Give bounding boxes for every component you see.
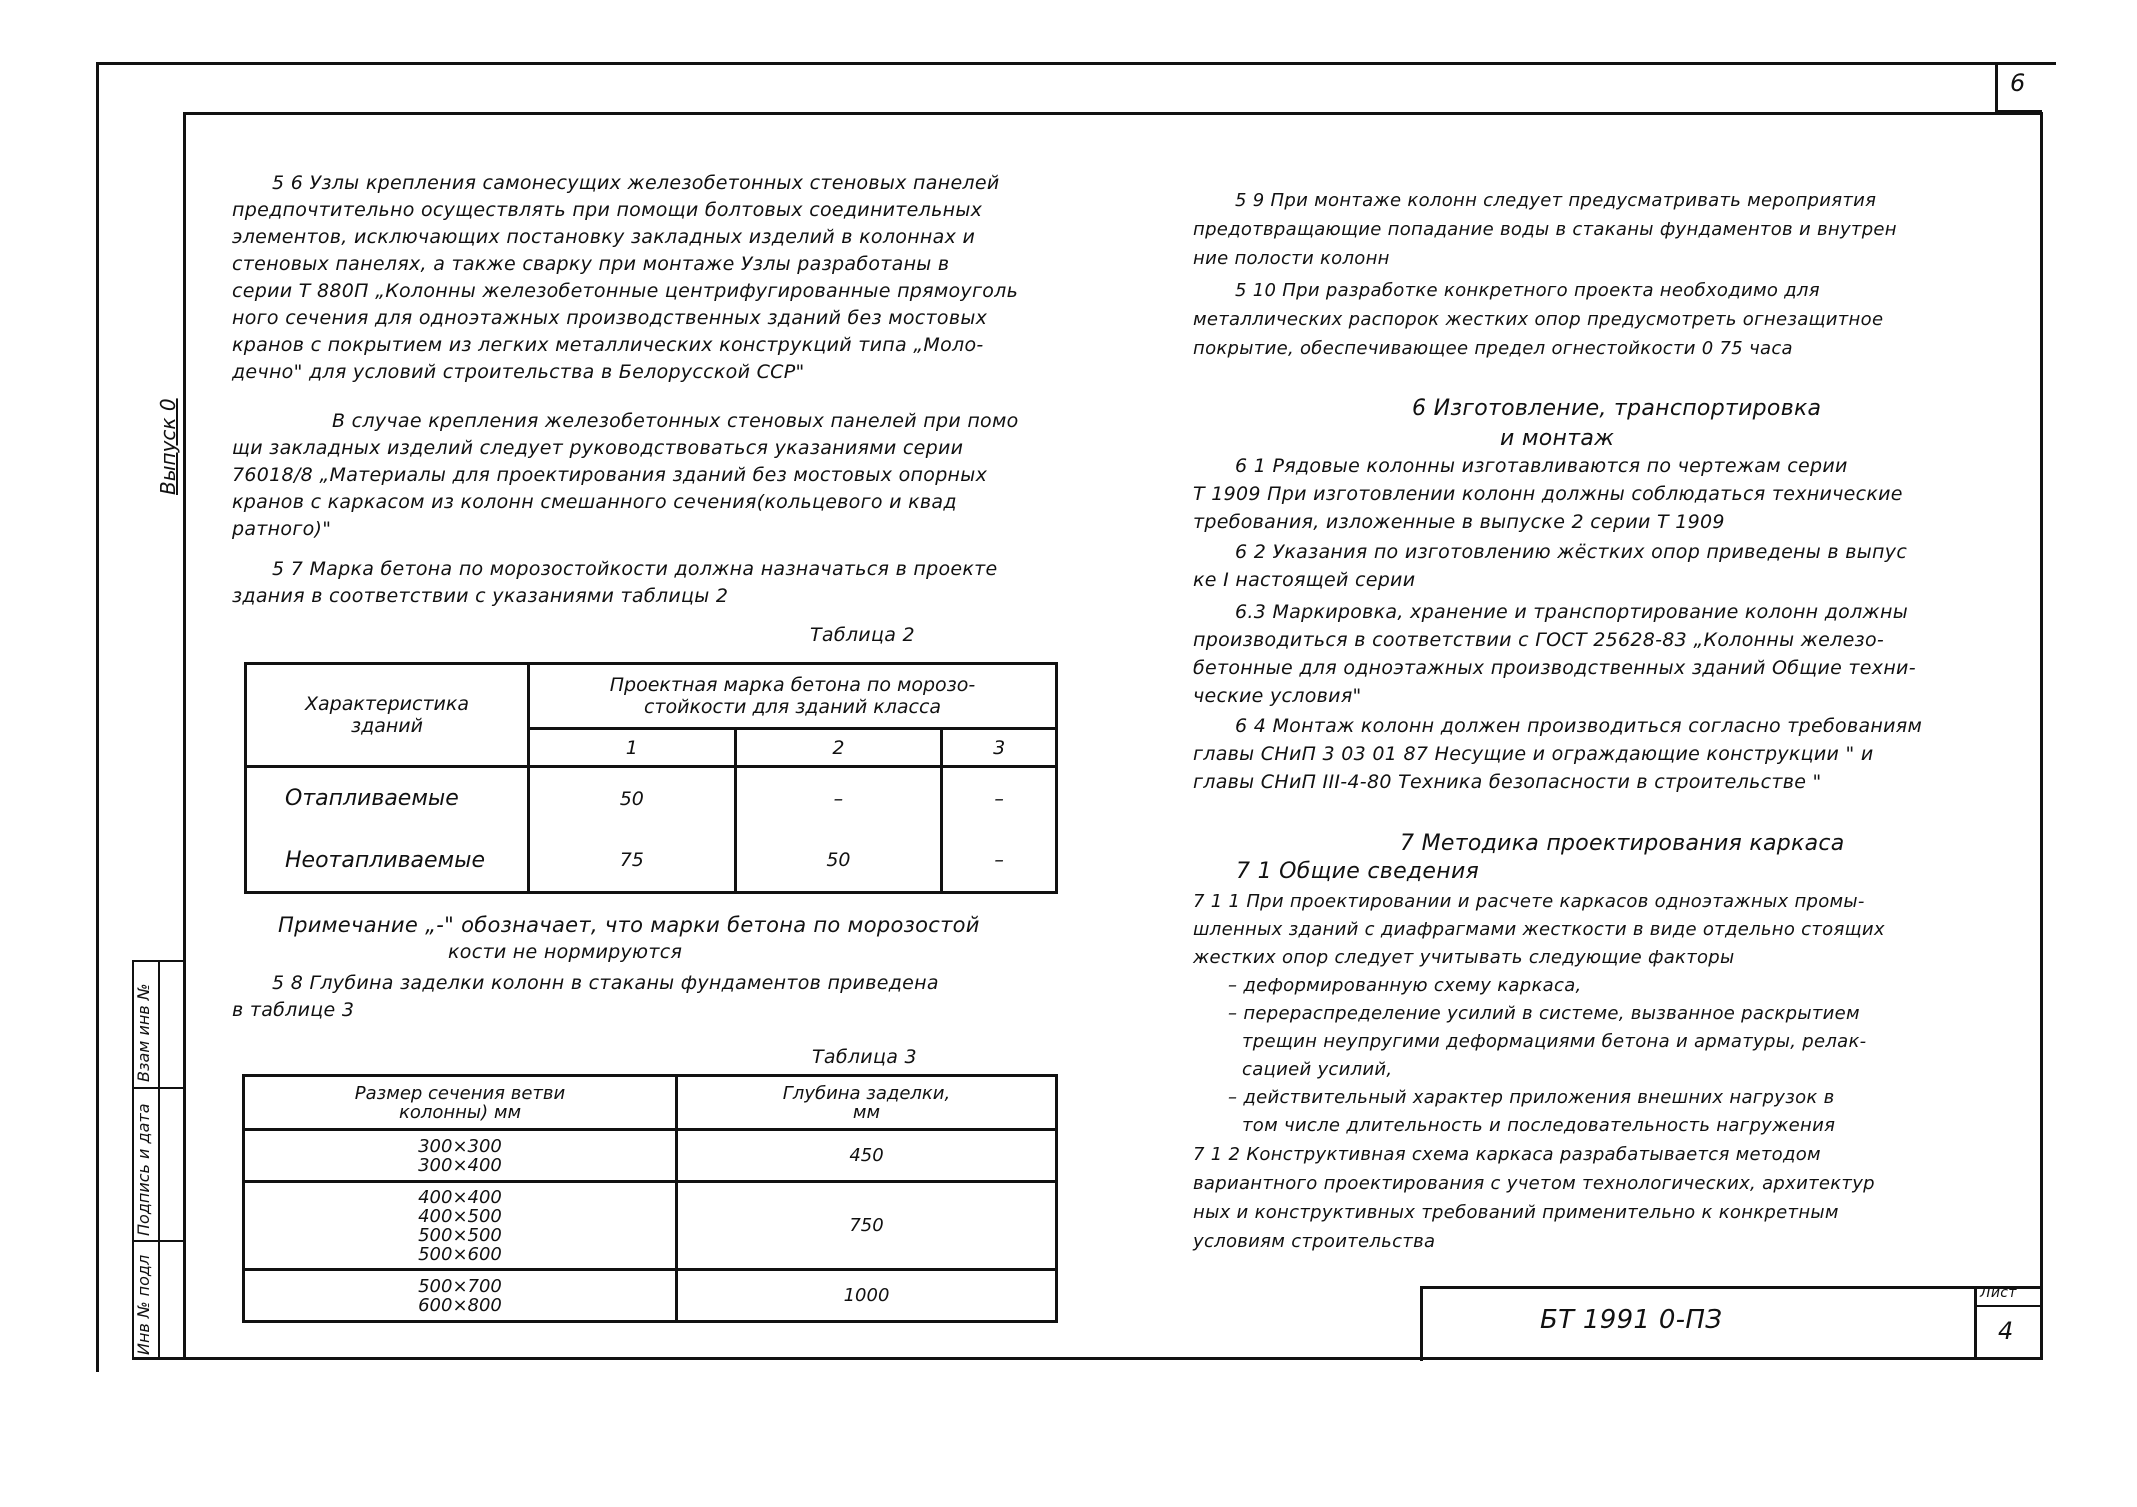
bullet-item: – деформированную схему каркаса, (1228, 975, 1582, 996)
sheet-label: Лист (1980, 1285, 2017, 1301)
t2-cell: 50 (735, 829, 942, 892)
table-2: Характеристика зданий Проектная марка бетона по морозо- стойкости для зданий класса 1 2 3 Отапливаемые 50 – – Неотапливаемые 75 50 – (244, 662, 1058, 894)
paragraph-5-9: 5 9 При монтаже колонн следует предусматривать мероприятия предотвращающие попадание воды в стаканы фундаментов и внутрен ние полости колонн (1193, 190, 1897, 269)
table-3: Размер сечения ветви колонны) мм Глубина заделки, мм 300×300 300×400 450 400×400 400×500 500×500 500×600 750 500×700 600×800 1000 (242, 1074, 1058, 1323)
inner-frame-left (183, 112, 186, 1360)
paragraph-6-4: 6 4 Монтаж колонн должен производиться согласно требованиям главы СНиП 3 03 01 87 Несущие и ограждающие конструкции " и главы СНиП III-4-80 Техника безопасности в строительстве " (1193, 715, 1923, 793)
page-number: 6 (2010, 69, 2026, 97)
t2-class-2: 2 (735, 729, 942, 767)
t3-depth: 450 (677, 1130, 1057, 1182)
t2-cell: – (735, 766, 942, 829)
t3-sizes: 300×300 300×400 (244, 1130, 677, 1182)
stamp-sheet-divider (1974, 1305, 2040, 1307)
paragraph-5-8: 5 8 Глубина заделки колонн в стаканы фундаментов приведена в таблице 3 (232, 972, 939, 1021)
inner-frame-top (183, 112, 2043, 115)
sheet-number: 4 (1998, 1317, 2014, 1345)
side-label: Выпуск 0 (156, 398, 180, 495)
t2-row-label: Неотапливаемые (246, 829, 529, 892)
t2-class-1: 1 (529, 729, 736, 767)
t3-header-depth: Глубина заделки, (782, 1082, 951, 1104)
paragraph-5-10: 5 10 При разработке конкретного проекта необходимо для металлических распорок жестких опор предусмотреть огнезащитное покрытие, обеспечивающее предел огнестойкости 0 75 часа (1193, 280, 1884, 359)
bullet-list: – деформированную схему каркаса, – перераспределение усилий в системе, вызванное раскрытием трещин неупругими деформациями бетона и арматуры, релак- сацией усилий, – действительный характер приложения внешних нагрузок в том числе длительность и последовательность нагружения (1228, 972, 1866, 1140)
section-6-heading: 6 Изготовление, транспортировка (1412, 396, 1822, 421)
paragraph-6-3: 6.3 Маркировка, хранение и транспортирование колонн должны производиться в соответствии с ГОСТ 25628-83 „Колонны железо- бетонные для одноэтажных производственных зданий Общие техни- ческие условия" (1193, 601, 1916, 707)
side-strip-sep2 (132, 1240, 186, 1242)
t3-sizes: 400×400 400×500 500×500 500×600 (244, 1182, 677, 1270)
table-3-title: Таблица 3 (812, 1046, 917, 1068)
t2-cell: – (942, 766, 1057, 829)
paragraph-6-2: 6 2 Указания по изготовлению жёстких опор приведены в выпус ке I настоящей серии (1193, 541, 1908, 591)
bullet-item: – действительный характер приложения внешних нагрузок в (1228, 1087, 1835, 1108)
paragraph-6-1: 6 1 Рядовые колонны изготавливаются по чертежам серии Т 1909 При изготовлении колонн должны соблюдаться технические требования, изложенные в выпуске 2 серии Т 1909 (1193, 455, 1903, 533)
table-2-title: Таблица 2 (810, 624, 915, 646)
t2-class-3: 3 (942, 729, 1057, 767)
section-6-heading-2: и монтаж (1500, 426, 1615, 451)
t2-header-grade: Проектная марка бетона по морозо- (609, 674, 976, 697)
section-7-1-heading: 7 1 Общие сведения (1236, 859, 1480, 884)
side-column-3: Взам инв № (134, 983, 153, 1082)
stamp-divider (1974, 1286, 1977, 1358)
t3-depth: 1000 (677, 1270, 1057, 1322)
paragraph-5-6: 5 6 Узлы крепления самонесущих железобетонных стеновых панелей предпочтительно осуществлять при помощи болтовых соединительных элементов, исключающих постановку закладных изделий в колоннах и стеновых панелях, а также сварку при монтаже Узлы разработаны в серии Т 880П „Колонны железобетонные центрифугированные прямоуголь ного сечения для одноэтажных производственных зданий без мостовых кранов с покрытием из легких металлических конструкций типа „Моло- дечно" для условий строительства в Белорусской ССР" (232, 172, 1019, 383)
paragraph-5-7: 5 7 Марка бетона по морозостойкости должна назначаться в проекте здания в соответствии с указаниями таблицы 2 (232, 558, 998, 607)
outer-frame-left (96, 62, 99, 1372)
inner-frame-right (2040, 112, 2043, 1360)
t2-cell: 75 (529, 829, 736, 892)
t3-depth: 750 (677, 1182, 1057, 1270)
t2-cell: 50 (529, 766, 736, 829)
stamp-box (1420, 1286, 2043, 1361)
section-7-heading: 7 Методика проектирования каркаса (1400, 831, 1845, 856)
t2-cell: – (942, 829, 1057, 892)
t2-row-label: Отапливаемые (246, 766, 529, 829)
side-strip-sep1 (132, 1087, 186, 1089)
t2-header-char: Характеристика (305, 692, 469, 715)
side-strip-top (132, 960, 186, 962)
side-column-2: Подпись и дата (134, 1103, 153, 1236)
paragraph-7-1-2: 7 1 2 Конструктивная схема каркаса разрабатывается методом вариантного проектирования с учетом технологических, архитектур ных и конструктивных требований применительно к конкретным условиям строительства (1193, 1144, 1875, 1252)
t3-header-size: Размер сечения ветви (354, 1082, 566, 1104)
paragraph-7-1-1: 7 1 1 При проектировании и расчете каркасов одноэтажных промы- шленных зданий с диафрагмами жесткости в виде отдельно стоящих жестких опор следует учитывать следующие факторы (1193, 891, 1885, 968)
bullet-item: – перераспределение усилий в системе, вызванное раскрытием (1228, 1003, 1860, 1024)
document-code: БТ 1991 0-ПЗ (1540, 1305, 1723, 1335)
side-strip-mid (158, 960, 160, 1360)
t3-sizes: 500×700 600×800 (244, 1270, 677, 1322)
note: Примечание „-" обозначает, что марки бетона по морозостой кости не нормируются (278, 913, 980, 963)
outer-frame-top (96, 62, 2056, 65)
side-column-1: Инв № подл (134, 1254, 153, 1355)
paragraph-5-6-cont: В случае крепления железобетонных стеновых панелей при помо щи закладных изделий следует руководствоваться указаниями серии 76018/8 „Материалы для проектирования зданий без мостовых опорных кранов с каркасом из колонн смешанного сечения(кольцевого и квад ратного)" (232, 410, 1019, 540)
